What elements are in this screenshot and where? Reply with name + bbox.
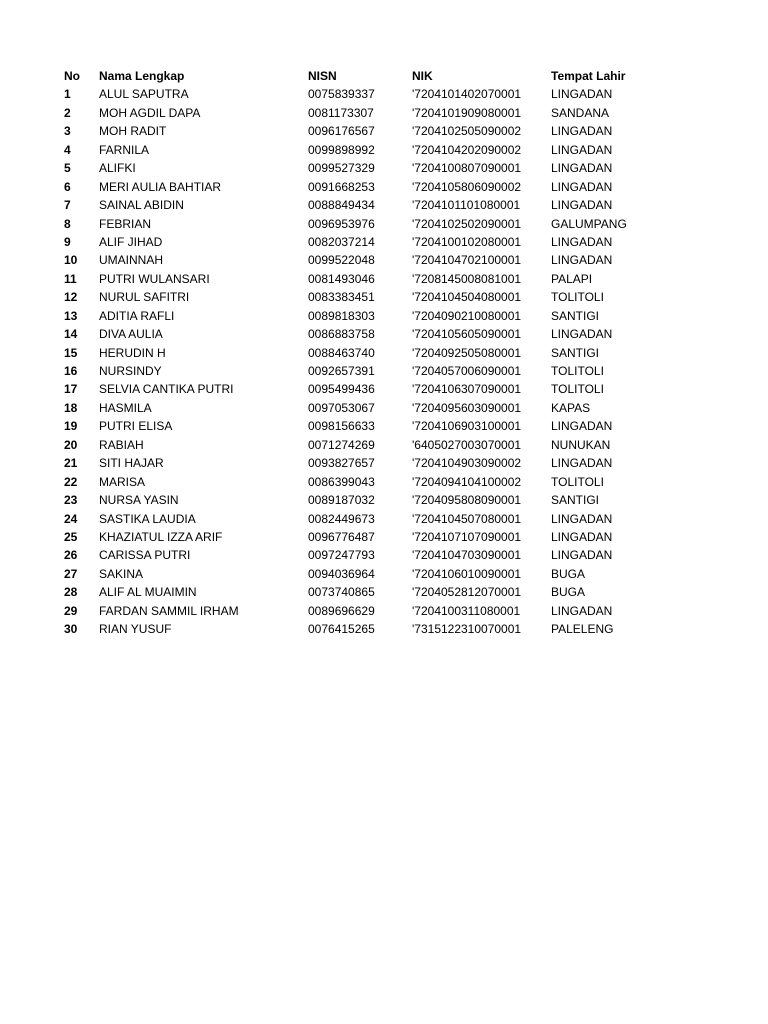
- cell-nik: '7315122310070001: [412, 622, 522, 637]
- cell-nama-lengkap: ALIFKI: [99, 161, 136, 176]
- cell-nama-lengkap: FEBRIAN: [99, 216, 152, 231]
- cell-nisn: 0096176567: [308, 124, 375, 139]
- cell-nama-lengkap: RABIAH: [99, 437, 144, 452]
- cell-nisn: 0082037214: [308, 234, 375, 249]
- cell-nama-lengkap: ALIF JIHAD: [99, 234, 163, 249]
- table-row: [64, 307, 704, 325]
- header-nama-lengkap: Nama Lengkap: [99, 69, 185, 83]
- cell-nisn: 0089187032: [308, 493, 375, 508]
- cell-nama-lengkap: MOH RADIT: [99, 124, 167, 139]
- cell-nisn: 0089818303: [308, 308, 375, 323]
- cell-nik: '7204057006090001: [412, 364, 522, 378]
- cell-nisn: 0086399043: [308, 474, 375, 489]
- cell-nama-lengkap: HERUDIN H: [99, 345, 166, 360]
- cell-nisn: 0094036964: [308, 566, 375, 581]
- cell-tempat-lahir: LINGADAN: [551, 179, 613, 194]
- cell-nama-lengkap: NURUL SAFITRI: [99, 290, 190, 305]
- cell-nama-lengkap: SAINAL ABIDIN: [99, 198, 184, 213]
- student-table: [64, 67, 704, 639]
- table-row: [64, 583, 704, 601]
- cell-nik: '7204106903100001: [412, 419, 522, 434]
- cell-tempat-lahir: PALELENG: [551, 622, 614, 637]
- cell-no: 14: [64, 327, 78, 342]
- cell-nama-lengkap: UMAINNAH: [99, 253, 164, 268]
- table-row: [64, 417, 704, 435]
- cell-tempat-lahir: SANTIGI: [551, 345, 600, 360]
- cell-tempat-lahir: SANTIGI: [551, 493, 600, 508]
- cell-nik: '7204090210080001: [412, 308, 522, 323]
- cell-no: 4: [64, 142, 71, 157]
- cell-nik: '7204102502090001: [412, 216, 522, 231]
- table-row: [64, 602, 704, 620]
- cell-tempat-lahir: SANTIGI: [551, 308, 600, 323]
- header-nik: NIK: [412, 69, 433, 83]
- cell-no: 6: [64, 179, 71, 194]
- cell-nisn: 0095499436: [308, 382, 375, 397]
- cell-nik: '7204104903090002: [412, 456, 522, 471]
- cell-tempat-lahir: LINGADAN: [551, 198, 613, 213]
- cell-nisn: 0099527329: [308, 161, 375, 176]
- cell-tempat-lahir: NUNUKAN: [551, 437, 611, 452]
- cell-nik: '7204101909080001: [412, 105, 522, 120]
- table-row: [64, 528, 704, 546]
- cell-nisn: 0081173307: [308, 105, 374, 120]
- cell-nisn: 0091668253: [308, 179, 375, 194]
- cell-tempat-lahir: TOLITOLI: [551, 382, 604, 397]
- table-row: [64, 436, 704, 454]
- cell-nisn: 0098156633: [308, 419, 375, 434]
- table-header-row: [64, 67, 704, 85]
- cell-no: 21: [64, 456, 78, 471]
- table-row: [64, 159, 704, 177]
- cell-nik: '7204094104100002: [412, 474, 522, 489]
- cell-no: 10: [64, 253, 78, 268]
- cell-nik: '7204104507080001: [412, 511, 522, 526]
- cell-nama-lengkap: CARISSA PUTRI: [99, 548, 191, 563]
- cell-tempat-lahir: LINGADAN: [551, 529, 613, 544]
- cell-nama-lengkap: SELVIA CANTIKA PUTRI: [99, 382, 234, 397]
- cell-nik: '7204100807090001: [412, 161, 522, 176]
- cell-no: 28: [64, 585, 78, 600]
- cell-nisn: 0088463740: [308, 345, 375, 360]
- cell-tempat-lahir: LINGADAN: [551, 456, 613, 471]
- cell-nisn: 0099898992: [308, 142, 375, 157]
- table-row: [64, 620, 704, 638]
- cell-nisn: 0092657391: [308, 364, 375, 378]
- table-row: [64, 454, 704, 472]
- cell-nik: '7204100102080001: [412, 234, 522, 249]
- cell-tempat-lahir: PALAPI: [551, 271, 593, 286]
- cell-nisn: 0097247793: [308, 548, 375, 563]
- cell-no: 7: [64, 198, 71, 213]
- cell-nik: '7208145008081001: [412, 271, 522, 286]
- cell-nisn: 0099522048: [308, 253, 375, 268]
- cell-no: 18: [64, 400, 78, 415]
- cell-tempat-lahir: LINGADAN: [551, 161, 613, 176]
- cell-no: 17: [64, 382, 78, 397]
- cell-nama-lengkap: SAKINA: [99, 566, 144, 581]
- table-row: [64, 473, 704, 491]
- cell-nik: '7204100311080001: [412, 603, 521, 618]
- header-no: No: [64, 69, 80, 83]
- table-row: [64, 510, 704, 528]
- cell-nisn: 0097053067: [308, 400, 375, 415]
- cell-nisn: 0096776487: [308, 529, 375, 544]
- cell-nik: '7204095808090001: [412, 493, 522, 508]
- cell-nik: '7204106307090001: [412, 382, 522, 397]
- cell-nisn: 0073740865: [308, 585, 375, 600]
- cell-no: 19: [64, 419, 78, 434]
- table-row: [64, 399, 704, 417]
- cell-no: 26: [64, 548, 78, 563]
- table-row: [64, 196, 704, 214]
- cell-no: 24: [64, 511, 78, 526]
- table-row: [64, 565, 704, 583]
- table-row: [64, 122, 704, 140]
- cell-no: 9: [64, 234, 71, 249]
- cell-no: 13: [64, 308, 78, 323]
- cell-no: 5: [64, 161, 71, 176]
- cell-nisn: 0083383451: [308, 290, 375, 305]
- cell-no: 11: [64, 271, 77, 286]
- cell-tempat-lahir: BUGA: [551, 566, 586, 581]
- cell-nisn: 0089696629: [308, 603, 375, 618]
- cell-no: 8: [64, 216, 71, 231]
- table-row: [64, 491, 704, 509]
- cell-tempat-lahir: LINGADAN: [551, 548, 613, 563]
- cell-no: 15: [64, 345, 78, 360]
- cell-no: 12: [64, 290, 78, 305]
- table-row: [64, 104, 704, 122]
- cell-nisn: 0082449673: [308, 511, 375, 526]
- cell-nik: '7204104202090002: [412, 142, 522, 157]
- cell-tempat-lahir: LINGADAN: [551, 511, 613, 526]
- cell-nama-lengkap: NURSA YASIN: [99, 493, 179, 508]
- table-row: [64, 288, 704, 306]
- cell-no: 29: [64, 603, 78, 618]
- cell-nisn: 0096953976: [308, 216, 375, 231]
- table-row: [64, 270, 704, 288]
- cell-tempat-lahir: GALUMPANG: [551, 216, 627, 231]
- cell-no: 30: [64, 622, 78, 637]
- cell-tempat-lahir: LINGADAN: [551, 603, 613, 618]
- cell-no: 23: [64, 493, 78, 508]
- cell-tempat-lahir: SANDANA: [551, 105, 610, 120]
- cell-tempat-lahir: LINGADAN: [551, 327, 613, 342]
- cell-tempat-lahir: LINGADAN: [551, 253, 613, 268]
- table-row: [64, 141, 704, 159]
- cell-nama-lengkap: NURSINDY: [99, 364, 162, 378]
- cell-nama-lengkap: MOH AGDIL DAPA: [99, 105, 201, 120]
- cell-tempat-lahir: TOLITOLI: [551, 290, 604, 305]
- header-nisn: NISN: [308, 69, 337, 83]
- cell-nama-lengkap: HASMILA: [99, 400, 152, 415]
- cell-tempat-lahir: BUGA: [551, 585, 586, 600]
- cell-nama-lengkap: ALIF AL MUAIMIN: [99, 585, 197, 600]
- cell-no: 2: [64, 105, 71, 120]
- cell-no: 22: [64, 474, 78, 489]
- cell-nisn: 0088849434: [308, 198, 375, 213]
- table-row: [64, 344, 704, 362]
- table-row: [64, 362, 704, 380]
- cell-nama-lengkap: MARISA: [99, 474, 146, 489]
- cell-nama-lengkap: PUTRI WULANSARI: [99, 271, 210, 286]
- table-row: [64, 251, 704, 269]
- table-row: [64, 325, 704, 343]
- cell-nama-lengkap: FARNILA: [99, 142, 150, 157]
- cell-tempat-lahir: LINGADAN: [551, 419, 613, 434]
- cell-nisn: 0086883758: [308, 327, 375, 342]
- cell-no: 1: [64, 87, 71, 102]
- cell-nisn: 0076415265: [308, 622, 375, 637]
- cell-nama-lengkap: MERI AULIA BAHTIAR: [99, 179, 222, 194]
- cell-no: 25: [64, 529, 78, 544]
- cell-nama-lengkap: PUTRI ELISA: [99, 419, 173, 434]
- cell-nik: '7204105605090001: [412, 327, 522, 342]
- cell-nama-lengkap: ADITIA RAFLI: [99, 308, 175, 323]
- cell-nik: '7204095603090001: [412, 400, 522, 415]
- cell-nisn: 0075839337: [308, 87, 375, 102]
- table-row: [64, 85, 704, 103]
- cell-no: 27: [64, 566, 78, 581]
- cell-nama-lengkap: ALUL SAPUTRA: [99, 87, 189, 102]
- cell-nama-lengkap: RIAN YUSUF: [99, 622, 172, 637]
- cell-nama-lengkap: FARDAN SAMMIL IRHAM: [99, 603, 239, 618]
- header-tempat-lahir: Tempat Lahir: [551, 69, 626, 83]
- cell-tempat-lahir: LINGADAN: [551, 142, 613, 157]
- cell-nama-lengkap: KHAZIATUL IZZA ARIF: [99, 529, 223, 544]
- cell-tempat-lahir: TOLITOLI: [551, 474, 604, 489]
- table-row: [64, 380, 704, 398]
- cell-nik: '7204092505080001: [412, 345, 522, 360]
- cell-tempat-lahir: LINGADAN: [551, 234, 613, 249]
- table-row: [64, 178, 704, 196]
- cell-nama-lengkap: SITI HAJAR: [99, 456, 164, 471]
- cell-nik: '7204104504080001: [412, 290, 522, 305]
- cell-tempat-lahir: LINGADAN: [551, 87, 613, 102]
- cell-nik: '7204105806090002: [412, 179, 522, 194]
- cell-tempat-lahir: LINGADAN: [551, 124, 613, 139]
- cell-no: 3: [64, 124, 71, 139]
- cell-nik: '7204101101080001: [412, 198, 521, 213]
- cell-nik: '7204104703090001: [412, 548, 522, 563]
- cell-nisn: 0093827657: [308, 456, 375, 471]
- cell-nik: '7204107107090001: [412, 529, 522, 544]
- table-row: [64, 215, 704, 233]
- cell-nik: '7204104702100001: [412, 253, 522, 268]
- cell-nik: '7204052812070001: [412, 585, 522, 600]
- table-row: [64, 546, 704, 564]
- cell-nama-lengkap: SASTIKA LAUDIA: [99, 511, 196, 526]
- table-row: [64, 233, 704, 251]
- cell-nisn: 0081493046: [308, 271, 375, 286]
- cell-nik: '7204106010090001: [412, 566, 522, 581]
- cell-no: 20: [64, 437, 78, 452]
- cell-nik: '6405027003070001: [412, 437, 522, 452]
- table-body: [64, 85, 704, 638]
- cell-nama-lengkap: DIVA AULIA: [99, 327, 163, 342]
- cell-nik: '7204101402070001: [412, 87, 522, 102]
- cell-nik: '7204102505090002: [412, 124, 522, 139]
- cell-nisn: 0071274269: [308, 437, 375, 452]
- cell-tempat-lahir: KAPAS: [551, 400, 591, 415]
- cell-no: 16: [64, 364, 78, 378]
- cell-tempat-lahir: TOLITOLI: [551, 364, 604, 378]
